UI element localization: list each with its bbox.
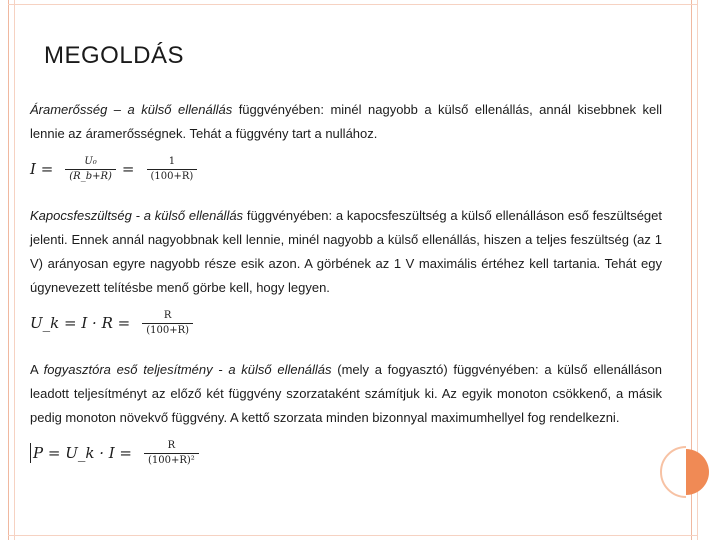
formula-power-fraction — [144, 439, 199, 468]
formula-terminal-voltage-lhs: U_k = I · R = — [30, 314, 131, 332]
solution-content — [30, 98, 662, 493]
paragraph-terminal-voltage-lead: Kapocsfeszültség - a külső ellenállás — [30, 208, 244, 223]
frame-line-left-inner — [14, 0, 15, 540]
slide-title: MEGOLDÁS — [44, 42, 185, 69]
frame-bottom — [8, 535, 698, 536]
formula-power-lhs: P = U_k · I = — [33, 444, 132, 462]
paragraph-power-lead: fogyasztóra eső teljesítmény - a külső ellenállás — [43, 362, 332, 377]
formula-power — [30, 432, 662, 474]
fraction-numerator: 1 — [168, 155, 176, 167]
formula-terminal-voltage-fraction — [142, 309, 193, 338]
paragraph-power-text: (mely a fogyasztó) függvényében: a külső ellenálláson leadott teljesítményt az előző két függvény szorzataként számítjuk ki. Az egyik monoton csökkenő, a másik pedig monoton növekvő függvény. A kettő szorzata minden bizonnyal maximumhellyel fog rendelkezni. — [30, 362, 662, 425]
fraction-denominator: (100+R) — [147, 169, 198, 184]
fraction-denominator: (100+R)² — [144, 453, 199, 468]
fraction-numerator: U₀ — [84, 155, 97, 167]
paragraph-power-pre: A — [30, 362, 44, 377]
paragraph-current-lead: Áramerősség – a külső ellenállás — [30, 102, 233, 117]
paragraph-terminal-voltage — [30, 204, 662, 300]
paragraph-terminal-voltage-text: függvényében: a kapocsfeszültség a külső ellenálláson eső feszültséget jelenti. Ennek annál nagyobbnak kell lennie, minél nagyobb a külső ellenállás, hiszen a teljes feszültség (az 1 V) arányosan egyre nagyobb része esik azon. A görbének az 1 V maximális értéhez kell tartania. Tehát egy úgynevezett telítésbe menő görbe kell, hogy legyen. — [30, 208, 662, 295]
fraction-denominator: (R_b+R) — [65, 169, 116, 184]
fraction-numerator: R — [163, 309, 172, 321]
frame-top — [8, 4, 698, 5]
text-cursor — [30, 443, 31, 463]
fraction-numerator: R — [167, 439, 176, 451]
formula-current-fraction-1 — [65, 155, 116, 184]
formula-current-fraction-2 — [147, 155, 198, 184]
paragraph-current — [30, 98, 662, 146]
frame-line-left — [8, 0, 9, 540]
paragraph-power — [30, 358, 662, 430]
fraction-denominator: (100+R) — [142, 323, 193, 338]
paragraph-current-text: függvényében: minél nagyobb a külső ellenállás, annál kisebbnek kell lennie az áramerősségnek. Tehát a függvény tart a nullához. — [30, 102, 662, 141]
formula-current-lhs: I = — [30, 160, 54, 178]
formula-current-equals: = — [121, 160, 135, 178]
formula-terminal-voltage — [30, 302, 662, 344]
formula-current — [30, 148, 662, 190]
